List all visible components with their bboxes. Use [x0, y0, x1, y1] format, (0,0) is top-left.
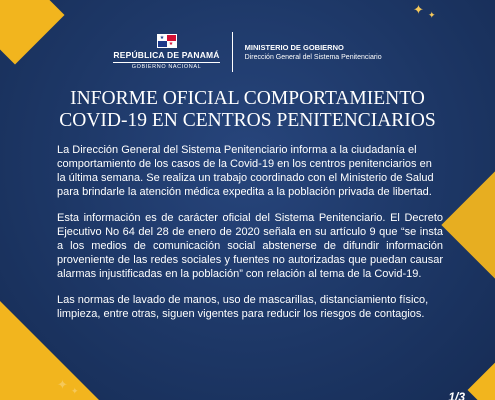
- paragraph-1: La Dirección General del Sistema Penitenciario informa a la ciudadanía el comportamiento de los casos de la Covid-19 en los centros penitenciarios en la última semana. Se realiza un trabajo coordinado con el Ministerio de Salud para brindarle la atención médica expedita a la población privada de libertad.: [57, 144, 434, 198]
- paragraph-2: Esta información es de carácter oficial del Sistema Penitenciario. El Decreto Ejecutivo No 64 del 28 de enero de 2020 señala en su artículo 9 que “se insta a los medios de comunicación social abstenerse de difundir información proveniente de las redes sociales y fuentes no autorizadas que puedan causar alarmas injustificadas en la población” con relación al tema de la Covid-19.: [57, 212, 443, 280]
- paragraph-3: Las normas de lavado de manos, uso de mascarillas, distanciamiento físico, limpieza, entre otras, siguen vigentes para reducir los riesgos de contagios.: [57, 294, 429, 320]
- corner-decoration-bottom-right: [468, 348, 495, 400]
- republic-name: REPÚBLICA DE PANAMÁ: [113, 50, 220, 60]
- title-line-2: COVID-19 EN CENTROS PENITENCIARIOS: [59, 110, 436, 131]
- page-number: 1/3: [448, 390, 465, 400]
- body-text: [57, 143, 443, 333]
- title-line-1: INFORME OFICIAL COMPORTAMIENTO: [70, 88, 425, 109]
- sparkle-icon: ✦: [428, 10, 436, 20]
- page-title: [20, 88, 475, 132]
- corner-decoration-right: [441, 161, 495, 288]
- government-logo: [113, 34, 231, 70]
- direction-name: Dirección General del Sistema Penitenciario: [244, 54, 382, 61]
- sparkle-icon: ✦: [413, 2, 424, 17]
- government-name: GOBIERNO NACIONAL: [113, 62, 219, 70]
- ministry-block: [233, 43, 382, 61]
- ministry-name: MINISTERIO DE GOBIERNO: [244, 43, 344, 52]
- header: [0, 30, 495, 74]
- panama-flag-icon: ★ ★: [157, 34, 177, 48]
- sparkle-icon: ✦: [57, 377, 68, 392]
- sparkle-icon: ✦: [71, 386, 79, 396]
